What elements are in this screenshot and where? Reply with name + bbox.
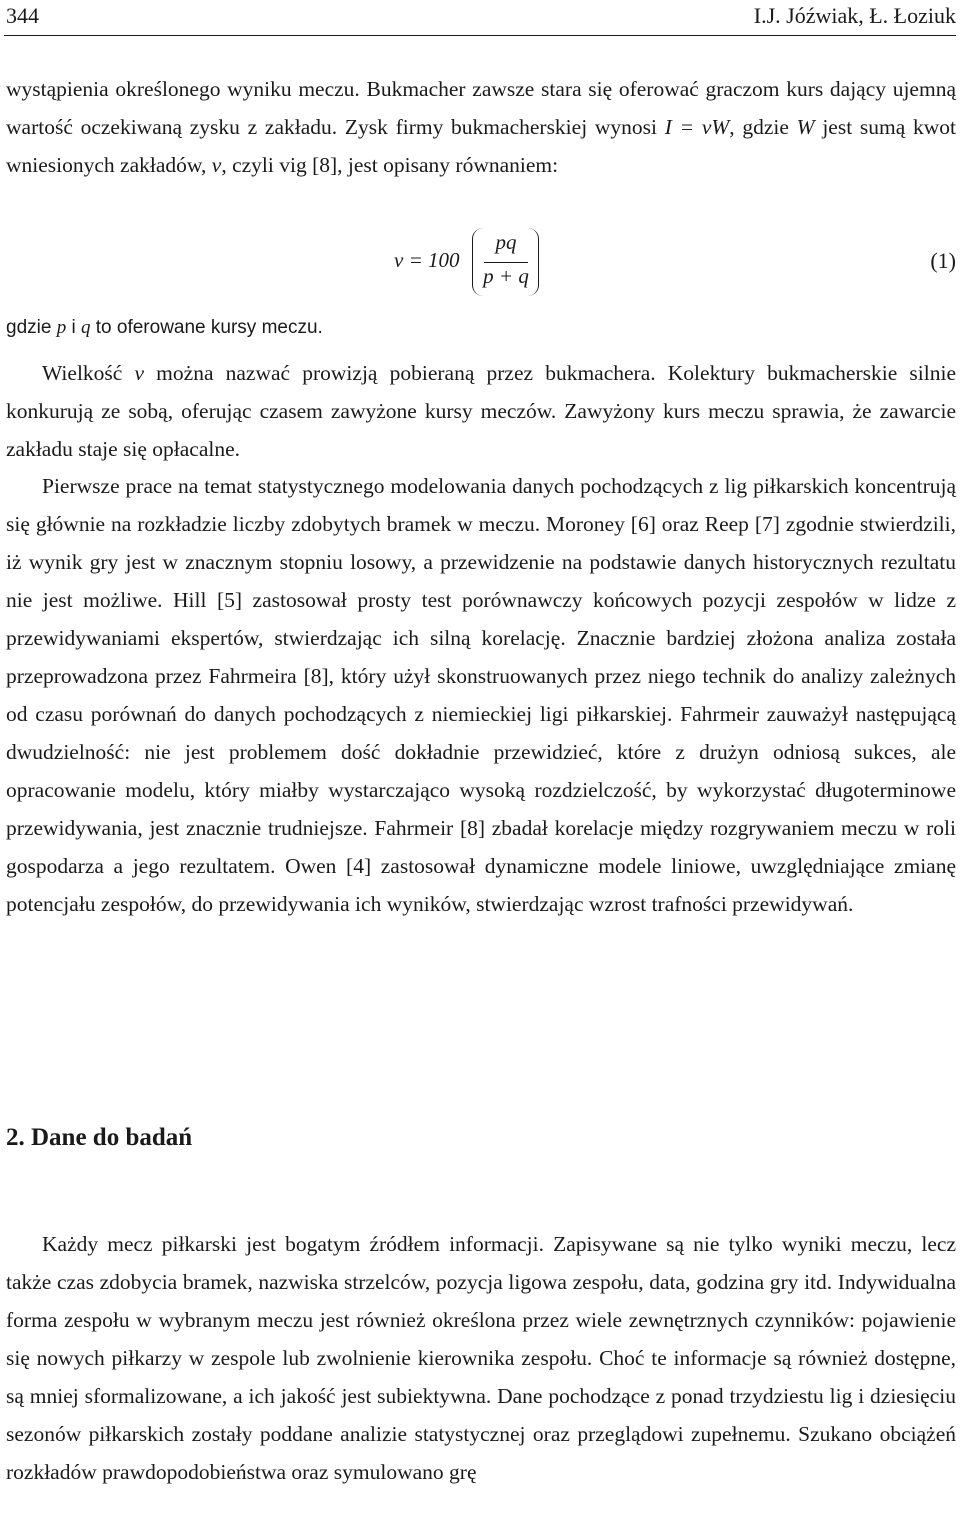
running-header-authors: I.J. Jóźwiak, Ł. Łoziuk [753, 3, 956, 28]
page-number: 344 [6, 3, 39, 28]
equation-lhs-text: v = 100 [394, 248, 460, 272]
variable-p: p [56, 317, 67, 338]
equation-fraction [482, 230, 530, 294]
where-suffix: to oferowane kursy meczu. [90, 317, 323, 338]
equation-where-line [6, 316, 323, 340]
fraction-bar [484, 262, 528, 263]
fraction-numerator: pq [495, 230, 517, 254]
vig-text-1: Wielkość [42, 361, 135, 385]
variable-q: q [80, 317, 91, 338]
right-parenthesis [528, 228, 539, 296]
header-rule [4, 35, 956, 36]
intro-paragraph [6, 70, 956, 184]
equation-lhs [394, 248, 460, 273]
where-mid: i [66, 317, 81, 338]
profit-formula: I = vW [664, 115, 730, 139]
fraction-denominator: p + q [483, 264, 529, 288]
section-heading: 2. Dane do badań [6, 1124, 193, 1151]
research-paragraph: Pierwsze prace na temat statystycznego modelowania danych pochodzących z lig piłkarskich koncentrują się głównie na rozkładzie liczby zdobytych bramek w meczu. Moroney [6] oraz Reep [7] zgodnie stwierdzili, iż wynik gry jest w znacznym stopniu losowy, a przewidzenie na podstawie danych historycznych rezultatu nie jest możliwe. Hill [5] zastosował prosty test porównawczy końcowych pozycji zespołów w lidze z przewidywaniami ekspertów, stwierdzając ich silną korelację. Znacznie bardziej złożona analiza została przeprowadzona przez Fahrmeira [8], który użył skonstruowanych przez niego technik do analizy zależnych od czasu porównań do danych pochodzących z niemieckiej ligi piłkarskiej. Fahrmeir zauważył następującą dwudzielność: nie jest problemem dość dokładnie przewidzieć, które z drużyn odniosą sukces, ale opracowanie modelu, który miałby wystarczająco wysoką rozdzielczość, by wykorzystać długoterminowe przewidywania, jest znacznie trudniejsze. Fahrmeir [8] zbadał korelacje między rozgrywaniem meczu w roli gospodarza a jego rezultatem. Owen [4] zastosował dynamiczne modele liniowe, uwzględniające zmianę potencjału zespołów, do przewidywania ich wyników, stwierdzając wzrost trafności przewidywań. [6, 474, 956, 916]
intro-text-3: jest sumą kwot wniesionych zakładów, [6, 115, 956, 177]
where-prefix: gdzie [6, 317, 57, 338]
intro-text-2: , gdzie [729, 115, 797, 139]
variable-w: W [796, 115, 815, 139]
intro-text-1: wystąpienia określonego wyniku meczu. Bukmacher zawsze stara się oferować graczom kurs dający ujemną wartość oczekiwaną zysku z zakładu. Zysk firmy bukmacherskiej wynosi [6, 77, 956, 139]
vig-variable-v: v [134, 361, 145, 385]
vig-paragraph [6, 354, 956, 468]
intro-text-4: , czyli vig [8], jest opisany równaniem: [221, 153, 559, 177]
variable-v: v [211, 153, 222, 177]
section-paragraph: Każdy mecz piłkarski jest bogatym źródłem informacji. Zapisywane są nie tylko wyniki meczu, lecz także czas zdobycia bramek, nazwiska strzelców, pozycja ligowa zespołu, data, godzina gry itd. Indywidualna forma zespołu w wybranym meczu jest również określona przez wiele zewnętrznych czynników: pojawienie się nowych piłkarzy w zespole lub zwolnienie kierownika zespołu. Choć te informacje są również dostępne, są mniej sformalizowane, a ich jakość jest subiektywna. Dane pochodzące z ponad trzydziestu lig i dziesięciu sezonów piłkarskich zostały poddane analizie statystycznej oraz przeglądowi zupełnemu. Szukano obciążeń rozkładów prawdopodobieństwa oraz symulowano grę [6, 1232, 956, 1484]
equation-number: (1) [930, 248, 956, 273]
vig-text-2: można nazwać prowizją pobieraną przez bukmachera. Kolektury bukmacherskie silnie konkurują ze sobą, oferując czasem zawyżone kursy meczów. Zawyżony kurs meczu sprawia, że zawarcie zakładu staje się opłacalne. [6, 361, 956, 461]
running-header [0, 0, 960, 36]
equation-1 [390, 228, 550, 302]
